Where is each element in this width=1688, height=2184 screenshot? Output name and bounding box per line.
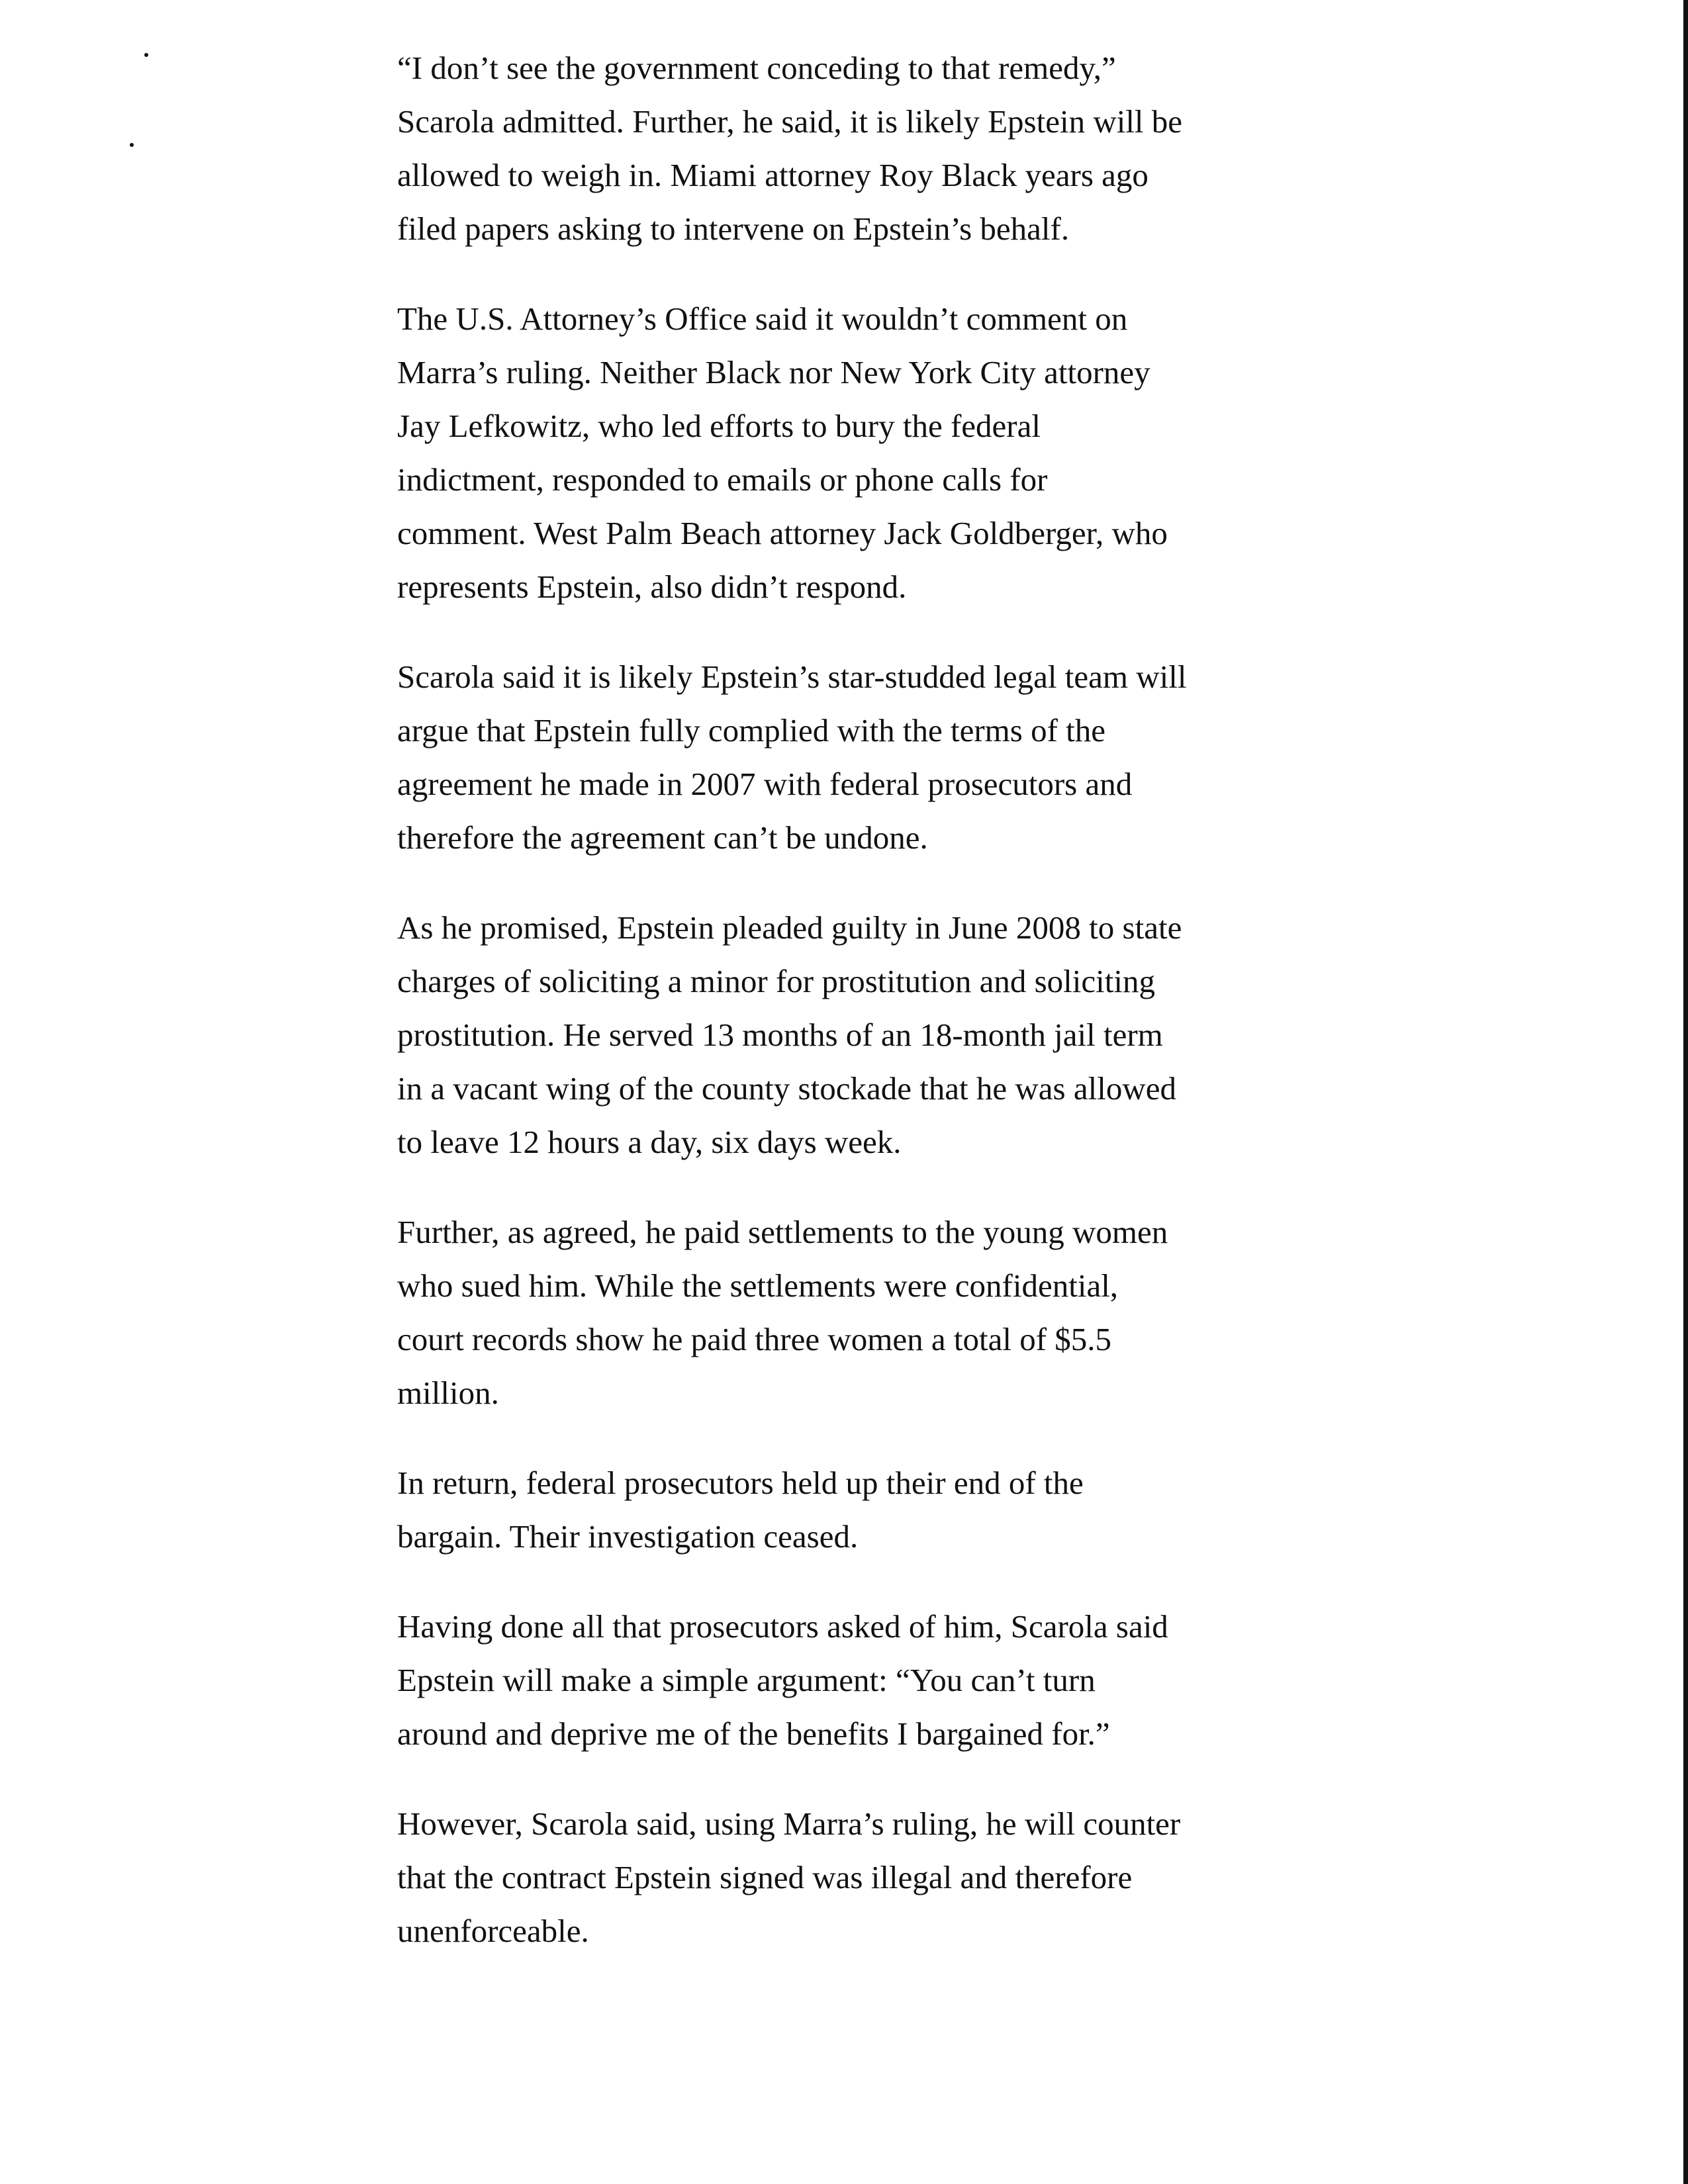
paragraph-7: Having done all that prosecutors asked of him, Scarola said Epstein will make a simple argument: “You can’t turn around and deprive me of the benefits I bargained for.”: [397, 1608, 1168, 1752]
paragraph-6: In return, federal prosecutors held up their end of the bargain. Their investigation ceased.: [397, 1465, 1084, 1555]
scan-speck: [130, 143, 134, 147]
paragraph-3: Scarola said it is likely Epstein’s star-studded legal team will argue that Epstein fully complied with the terms of the agreement he made in 2007 with federal prosecutors and therefore the agreement can’t be undone.: [397, 659, 1187, 856]
paragraph-4: As he promised, Epstein pleaded guilty in June 2008 to state charges of soliciting a minor for prostitution and soliciting prostitution. He served 13 months of an 18-month jail term in a vacant wing of the county stockade that he was allowed to leave 12 hours a day, six days week.: [397, 909, 1182, 1160]
paragraph-8: However, Scarola said, using Marra’s ruling, he will counter that the contract Epstein signed was illegal and therefore unenforceable.: [397, 1805, 1181, 1949]
scan-edge-border: [1683, 0, 1688, 2184]
article-body: [397, 41, 1258, 1994]
paragraph-5: Further, as agreed, he paid settlements to the young women who sued him. While the settlements were confidential, court records show he paid three women a total of $5.5 million.: [397, 1214, 1168, 1411]
paragraph-1: “I don’t see the government conceding to that remedy,” Scarola admitted. Further, he said, it is likely Epstein will be allowed to weigh in. Miami attorney Roy Black years ago filed papers asking to intervene on Epstein’s behalf.: [397, 50, 1183, 247]
scan-speck: [144, 53, 148, 57]
paragraph-2: The U.S. Attorney’s Office said it wouldn’t comment on Marra’s ruling. Neither Black nor New York City attorney Jay Lefkowitz, who led efforts to bury the federal indictment, responded to emails or phone calls for comment. West Palm Beach attorney Jack Goldberger, who represents Epstein, also didn’t respond.: [397, 300, 1168, 605]
